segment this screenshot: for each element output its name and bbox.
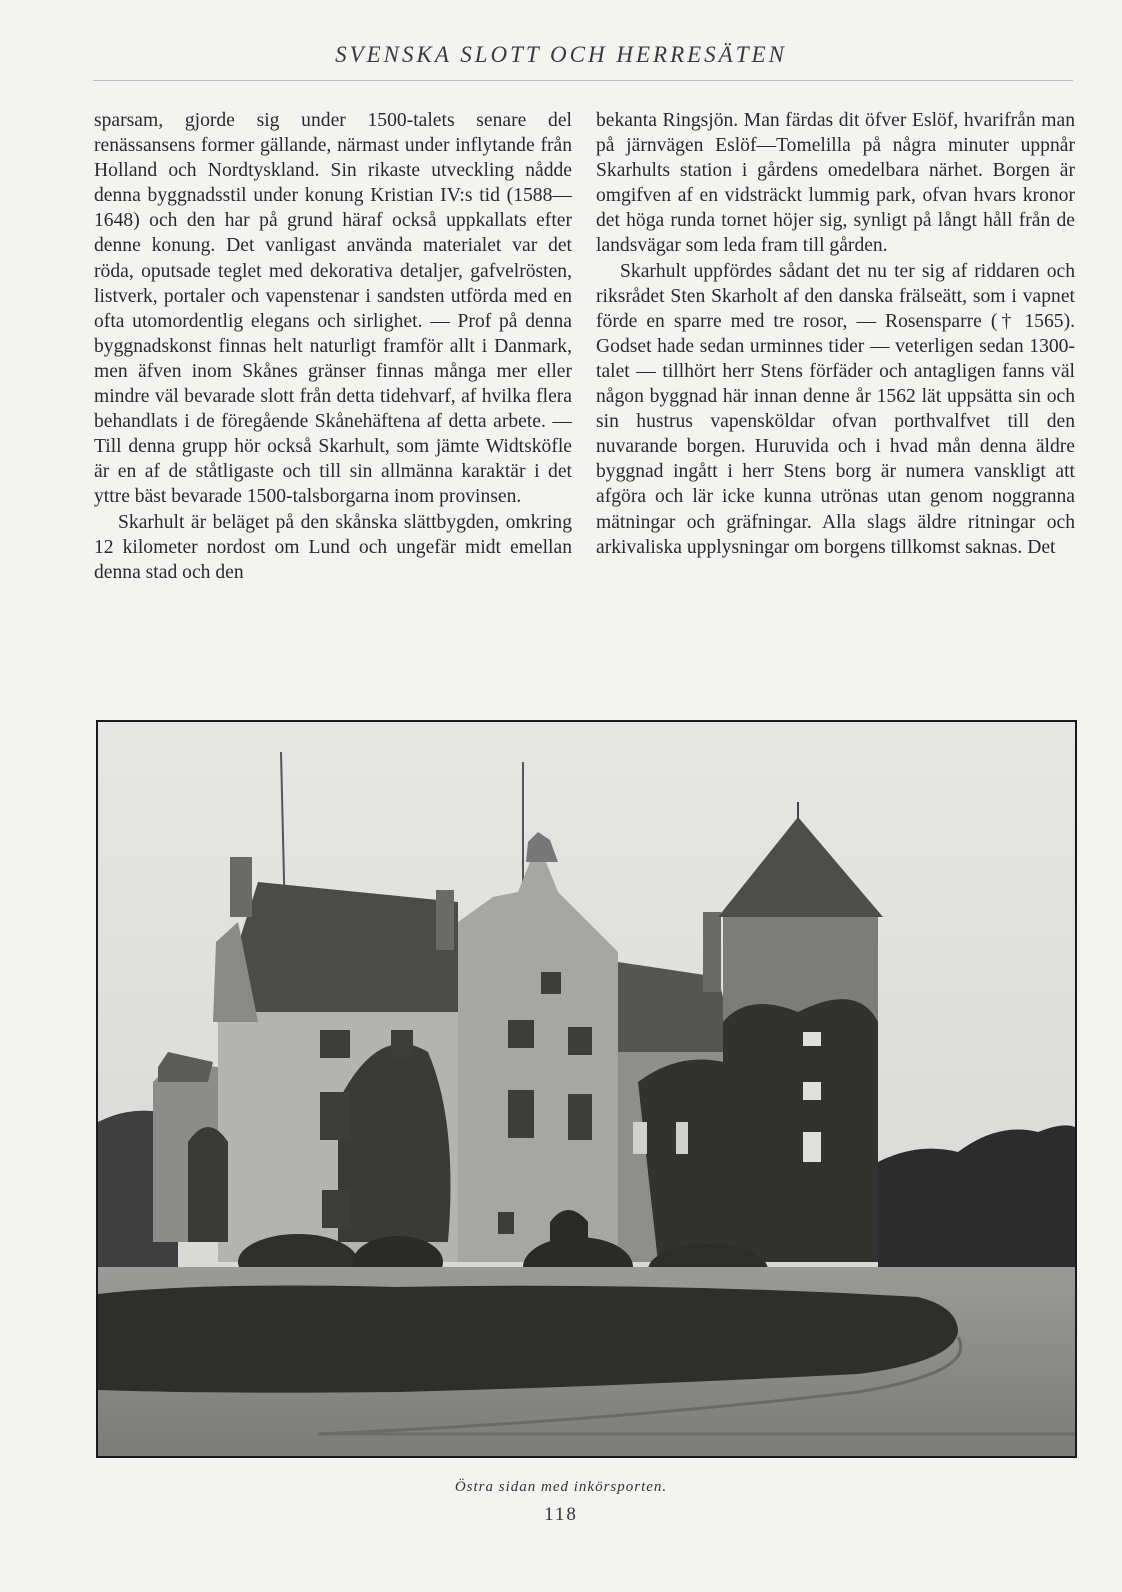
photo-caption: Östra sidan med inkörsporten. xyxy=(454,1479,668,1495)
right-paragraph-2: Skarhult uppfördes sådant det nu ter sig af riddaren och riksrådet Sten Skarholt af den danska frälseätt, som i vapnet förde en sparre med tre rosor, — Rosensparre († 1565). Godset hade sedan urminnes tider — veterligen sedan 1300-talet — tillhört herr Stens förfäder och antagligen fanns väl någon byggnad här innan denne år 1562 lät uppsätta sin och sin hustrus vapensköldar ofvan porthvalfvet till den nuvarande borgen. Huruvida och i hvad mån denna äldre byggnad ingått i herr Stens borg är numera vanskligt att afgöra och lär icke kunna utrönas utan genom noggranna mätningar och gräfningar. Alla slags äldre ritningar och arkivaliska upplysningar om borgens tillkomst saknas. Det xyxy=(596,260,1075,558)
page-number: 118 xyxy=(544,1504,578,1525)
header-rule xyxy=(93,80,1073,81)
right-column xyxy=(596,108,1075,560)
right-paragraph-1: bekanta Ringsjön. Man färdas dit öfver Eslöf, hvarifrån man på järnvägen Eslöf—Tomelilla på några minuter uppnår Skarhults station i gårdens omedelbara närhet. Borgen är omgifven af en vidsträckt lummig park, ofvan hvars kronor det höga runda tornet höjer sig, synligt på långt håll från de landsvägar som leda fram till gården. xyxy=(596,110,1075,257)
chimney-left xyxy=(230,857,252,917)
left-paragraph-2: Skarhult är beläget på den skånska slättbygden, omkring 12 kilometer nordost om Lund och ungefär midt emellan denna stad och den xyxy=(94,511,572,583)
left-paragraph-1: sparsam, gjorde sig under 1500-talets senare del renässansens former gällande, närmast under inflytande från Holland och Nordtyskland. Sin rikaste utveckling nådde denna byggnadsstil under konung Kristian IV:s tid (1588—1648) och den har på grund häraf också uppkallats efter denne konung. Det vanligast använda materialet var det röda, oputsade teglet med dekorativa detaljer, gafvelrösten, listverk, portaler och vapenstenar i sandsten utförda med en ofta utomordentlig elegans och sirlighet. — Prof på denna byggnadskonst finnas helt naturligt framför allt i Danmark, men äfven inom Skånes gränser finnas många mer eller mindre väl bevarade slott från detta tidehvarf, af hvilka flera behandlats i de föregående Skånehäftena af detta arbete. — Till denna grupp hör också Skarhult, som jämte Widtsköfle är en af de ståtligaste och till sin allmänna karaktär i det yttre bäst bevarade 1500-talsborgarna inom provinsen. xyxy=(94,110,572,508)
castle-photograph xyxy=(96,720,1077,1458)
main-roof xyxy=(218,882,458,1022)
left-column xyxy=(94,108,572,585)
running-head: SVENSKA SLOTT OCH HERRESÄTEN xyxy=(335,42,787,67)
